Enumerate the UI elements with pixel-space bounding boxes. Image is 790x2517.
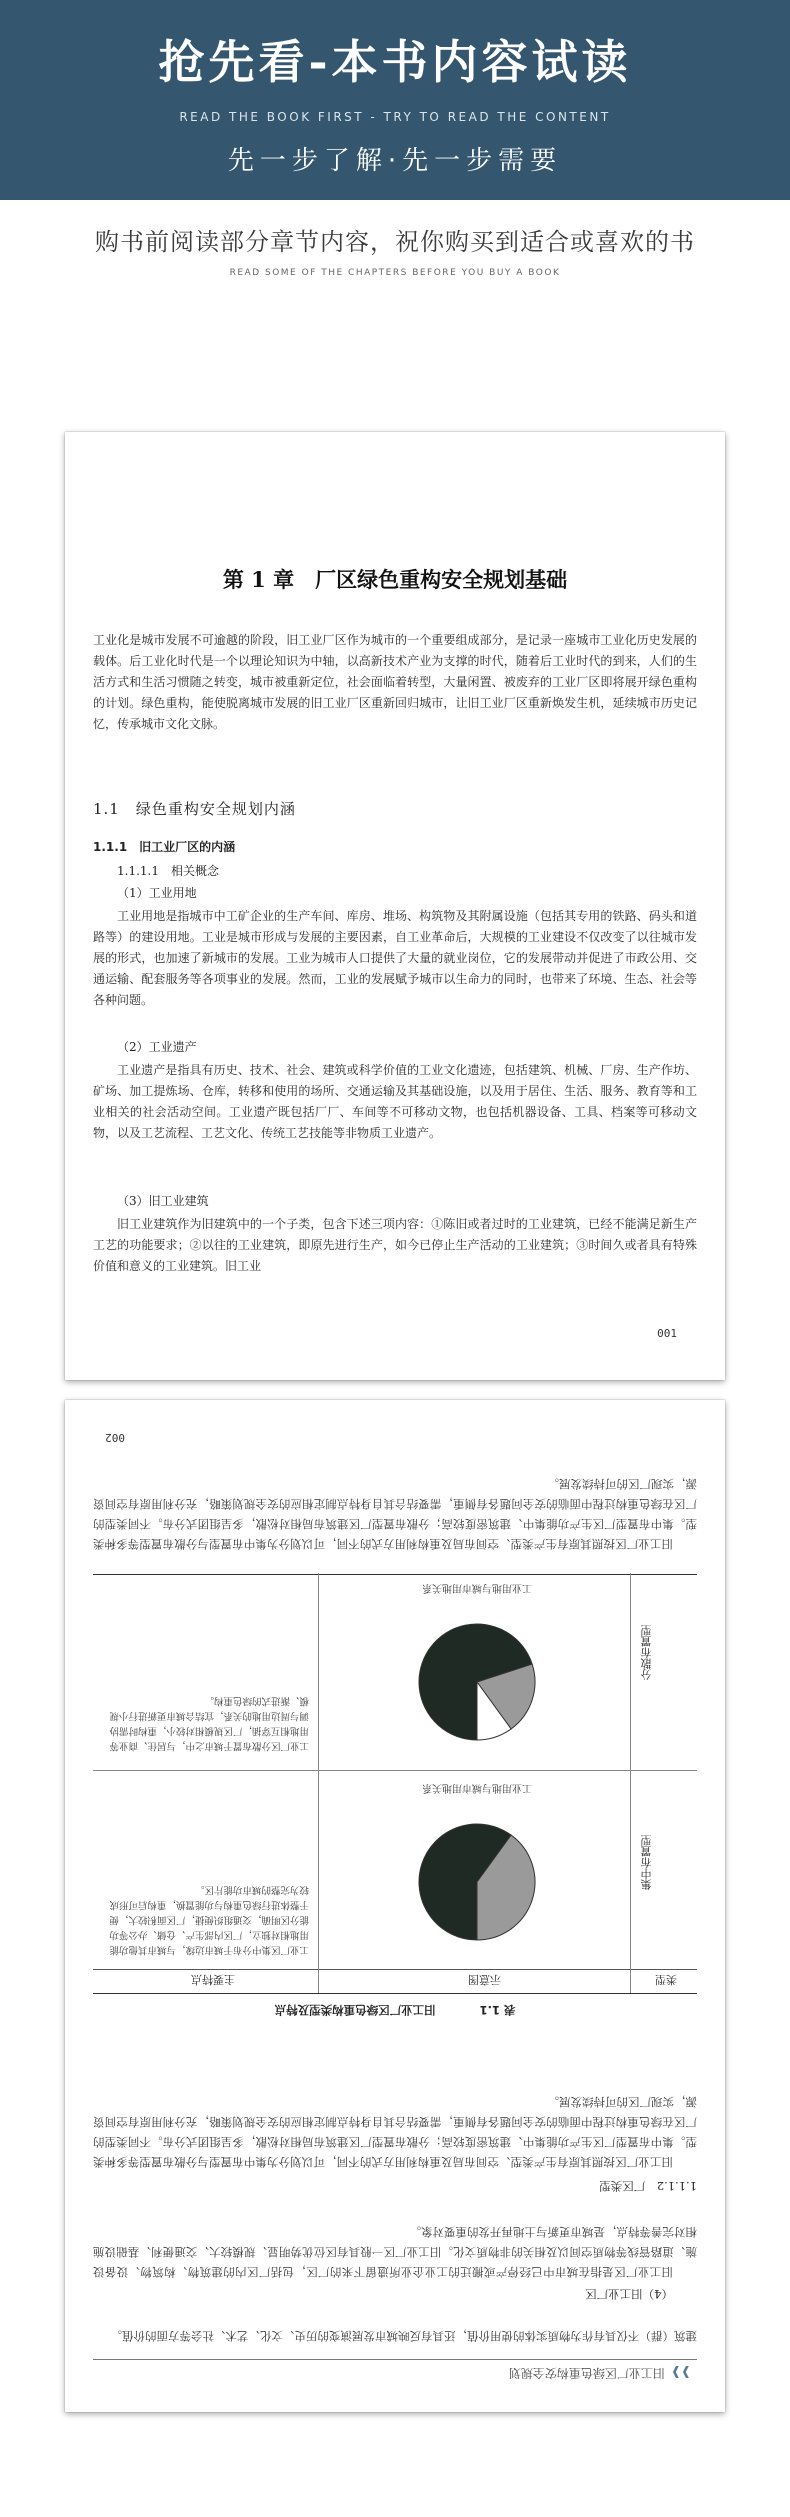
header-arrow-icon: ❱❱ bbox=[670, 2366, 691, 2380]
header-type: 类型 bbox=[655, 1973, 677, 1986]
row1-caption: 工业用地与城市用地关系 bbox=[422, 1782, 532, 1793]
table-title: 表 1.1旧工业厂区绿色重构类型及特点 bbox=[274, 2003, 516, 2017]
row2-text: 工业厂区分散布置于城市之中，与居住、商业等用地相互穿插，厂区规模相对较小，重构时需协调与周边用地的关系，宜结合城市更新进行小规模、渐进式的绿色重构。 bbox=[109, 1695, 309, 1751]
item4-title: （4）旧工业厂区 bbox=[585, 2287, 673, 2301]
row2-type: 分散布置型 bbox=[640, 1625, 653, 1681]
row1-pie-chart bbox=[407, 1807, 547, 1957]
row2-caption: 工业用地与城市用地关系 bbox=[422, 1582, 532, 1593]
row1-text: 工业厂区集中分布于城市边缘，与城市其他功能用地相对独立，厂区内部生产、仓储、办公等功能分区明确，交通组织便捷，厂区面积较大，便于整体进行绿色重构与功能置换，重构后可形成较为完整的城市功能片区。 bbox=[109, 1884, 309, 1955]
para-after-table: 旧工业厂区按照其原有生产类型、空间布局及重构利用方式的不同，可以划分为集中布置型与分散布置型等多种类型。集中布置型厂区生产功能集中、建筑密度较高；分散布置型厂区建筑布局相对松散，多呈组团式分布。不同类型的厂区在绿色重构过程中面临的安全问题各有侧重，需要结合其自身特点制定相应的安全规划策略，充分利用原有空间资源，实现厂区的可持续发展。 bbox=[93, 1477, 697, 1551]
intro-subtext: READ SOME OF THE CHAPTERS BEFORE YOU BUY A BOOK bbox=[229, 268, 561, 278]
book-page-1 bbox=[65, 432, 725, 1380]
types-table bbox=[93, 1574, 697, 1994]
item1-title: （1）工业用地 bbox=[117, 886, 197, 900]
header-features: 主要特点 bbox=[191, 1973, 235, 1986]
item3-title: （3）旧工业建筑 bbox=[117, 1194, 209, 1208]
banner-slogan: 先一步了解·先一步需要 bbox=[227, 146, 563, 176]
running-header: ❱❱旧工业厂区绿色重构安全规划 bbox=[508, 2366, 691, 2380]
types-heading: 1.1.1.2 厂区类型 bbox=[599, 2179, 697, 2193]
row2-pie-chart bbox=[407, 1607, 547, 1757]
para-types: 旧工业厂区按照其原有生产类型、空间布局及重构利用方式的不同，可以划分为集中布置型与分散布置型等多种类型。集中布置型厂区生产功能集中、建筑密度较高；分散布置型厂区建筑布局相对松散，多呈组团式分布。不同类型的厂区在绿色重构过程中面临的安全问题各有侧重，需要结合其自身特点制定相应的安全规划策略，充分利用原有空间资源，实现厂区的可持续发展。 bbox=[93, 2095, 697, 2169]
intro-paragraph: 工业化是城市发展不可逾越的阶段，旧工业厂区作为城市的一个重要组成部分，是记录一座城市工业化历史发展的载体。后工业化时代是一个以理论知识为中轴，以高新技术产业为支撑的时代，随着后工业时代的到来，人们的生活方式和生活习惯随之转变，城市被重新定位，社会面临着转型，大量闲置、被废弃的工业厂区即将展开绿色重构的计划。绿色重构，能使脱离城市发展的旧工业厂区重新回归城市，让旧工业厂区重新焕发生机，延续城市历史记忆，传承城市文化文脉。 bbox=[93, 633, 697, 731]
item3-text: 旧工业建筑作为旧建筑中的一个子类，包含下述三项内容：①陈旧或者过时的工业建筑，已经不能满足新生产工艺的功能要求；②以往的工业建筑，即原先进行生产，如今已停止生产活动的工业建筑；③时间久或者具有特殊价值和意义的工业建筑。旧工业 bbox=[93, 1217, 697, 1273]
rotated-page-content bbox=[65, 1400, 725, 2412]
top-banner bbox=[0, 0, 790, 200]
related-concepts-heading: 1.1.1.1 相关概念 bbox=[117, 864, 219, 878]
header-diagram: 示意图 bbox=[468, 1973, 501, 1986]
header-rule bbox=[93, 2359, 697, 2360]
banner-title: 抢先看-本书内容试读 bbox=[158, 35, 632, 89]
table-header bbox=[93, 1969, 697, 1993]
para-top: 建筑（群）不仅具有作为物质实体的使用价值，还具有反映城市发展演变的历史、文化、艺术、社会等方面的价值。 bbox=[110, 2329, 697, 2343]
table-divider bbox=[318, 1573, 319, 1993]
para-item4: 旧工业厂区是指在城市中已经停产或搬迁的工业企业所遗留下来的厂区，包括厂区内的建筑物、构筑物、设备设施、道路管线等物质空间以及相关的非物质文化。旧工业厂区一般具有区位优势明显、规模较大、交通便利、基础设施相对完善等特点，是城市更新与土地再开发的重要对象。 bbox=[93, 2225, 697, 2279]
page-number: 001 bbox=[657, 1327, 677, 1340]
row1-type: 集中布置型 bbox=[640, 1835, 653, 1891]
page-number: 002 bbox=[105, 1431, 125, 1444]
book-page-2 bbox=[65, 1400, 725, 2412]
table-row-divider bbox=[93, 1770, 697, 1771]
item2-title: （2）工业遗产 bbox=[117, 1040, 197, 1054]
item1-text: 工业用地是指城市中工矿企业的生产车间、库房、堆场、构筑物及其附属设施（包括其专用的铁路、码头和道路等）的建设用地。工业是城市形成与发展的主要因素，自工业革命后，大规模的工业建设不仅改变了以往城市发展的形式，也加速了新城市的发展。工业为城市人口提供了大量的就业岗位，它的发展带动并促进了市政公用、交通运输、配套服务等各项事业的发展。然而，工业的发展赋予城市以生命力的同时，也带来了环境、生态、社会等各种问题。 bbox=[93, 909, 697, 1007]
table-divider bbox=[630, 1573, 631, 1993]
section-title: 1.1 绿色重构安全规划内涵 bbox=[93, 800, 296, 818]
subsection-title: 1.1.1 旧工业厂区的内涵 bbox=[93, 840, 236, 854]
chapter-title: 第 1 章 厂区绿色重构安全规划基础 bbox=[222, 567, 568, 592]
item2-text: 工业遗产是指具有历史、技术、社会、建筑或科学价值的工业文化遗迹，包括建筑、机械、厂房、生产作坊、矿场、加工提炼场、仓库，转移和使用的场所、交通运输及其基础设施，以及用于居住、生活、服务、教育等和工业相关的社会活动空间。工业遗产既包括厂厂、车间等不可移动文物，也包括机器设备、工具、档案等可移动文物，以及工艺流程、工艺文化、传统工艺技能等非物质工业遗产。 bbox=[93, 1063, 697, 1140]
banner-subtitle: READ THE BOOK FIRST - TRY TO READ THE CONTENT bbox=[179, 110, 611, 124]
intro-text: 购书前阅读部分章节内容，祝你购买到适合或喜欢的书 bbox=[95, 228, 695, 256]
